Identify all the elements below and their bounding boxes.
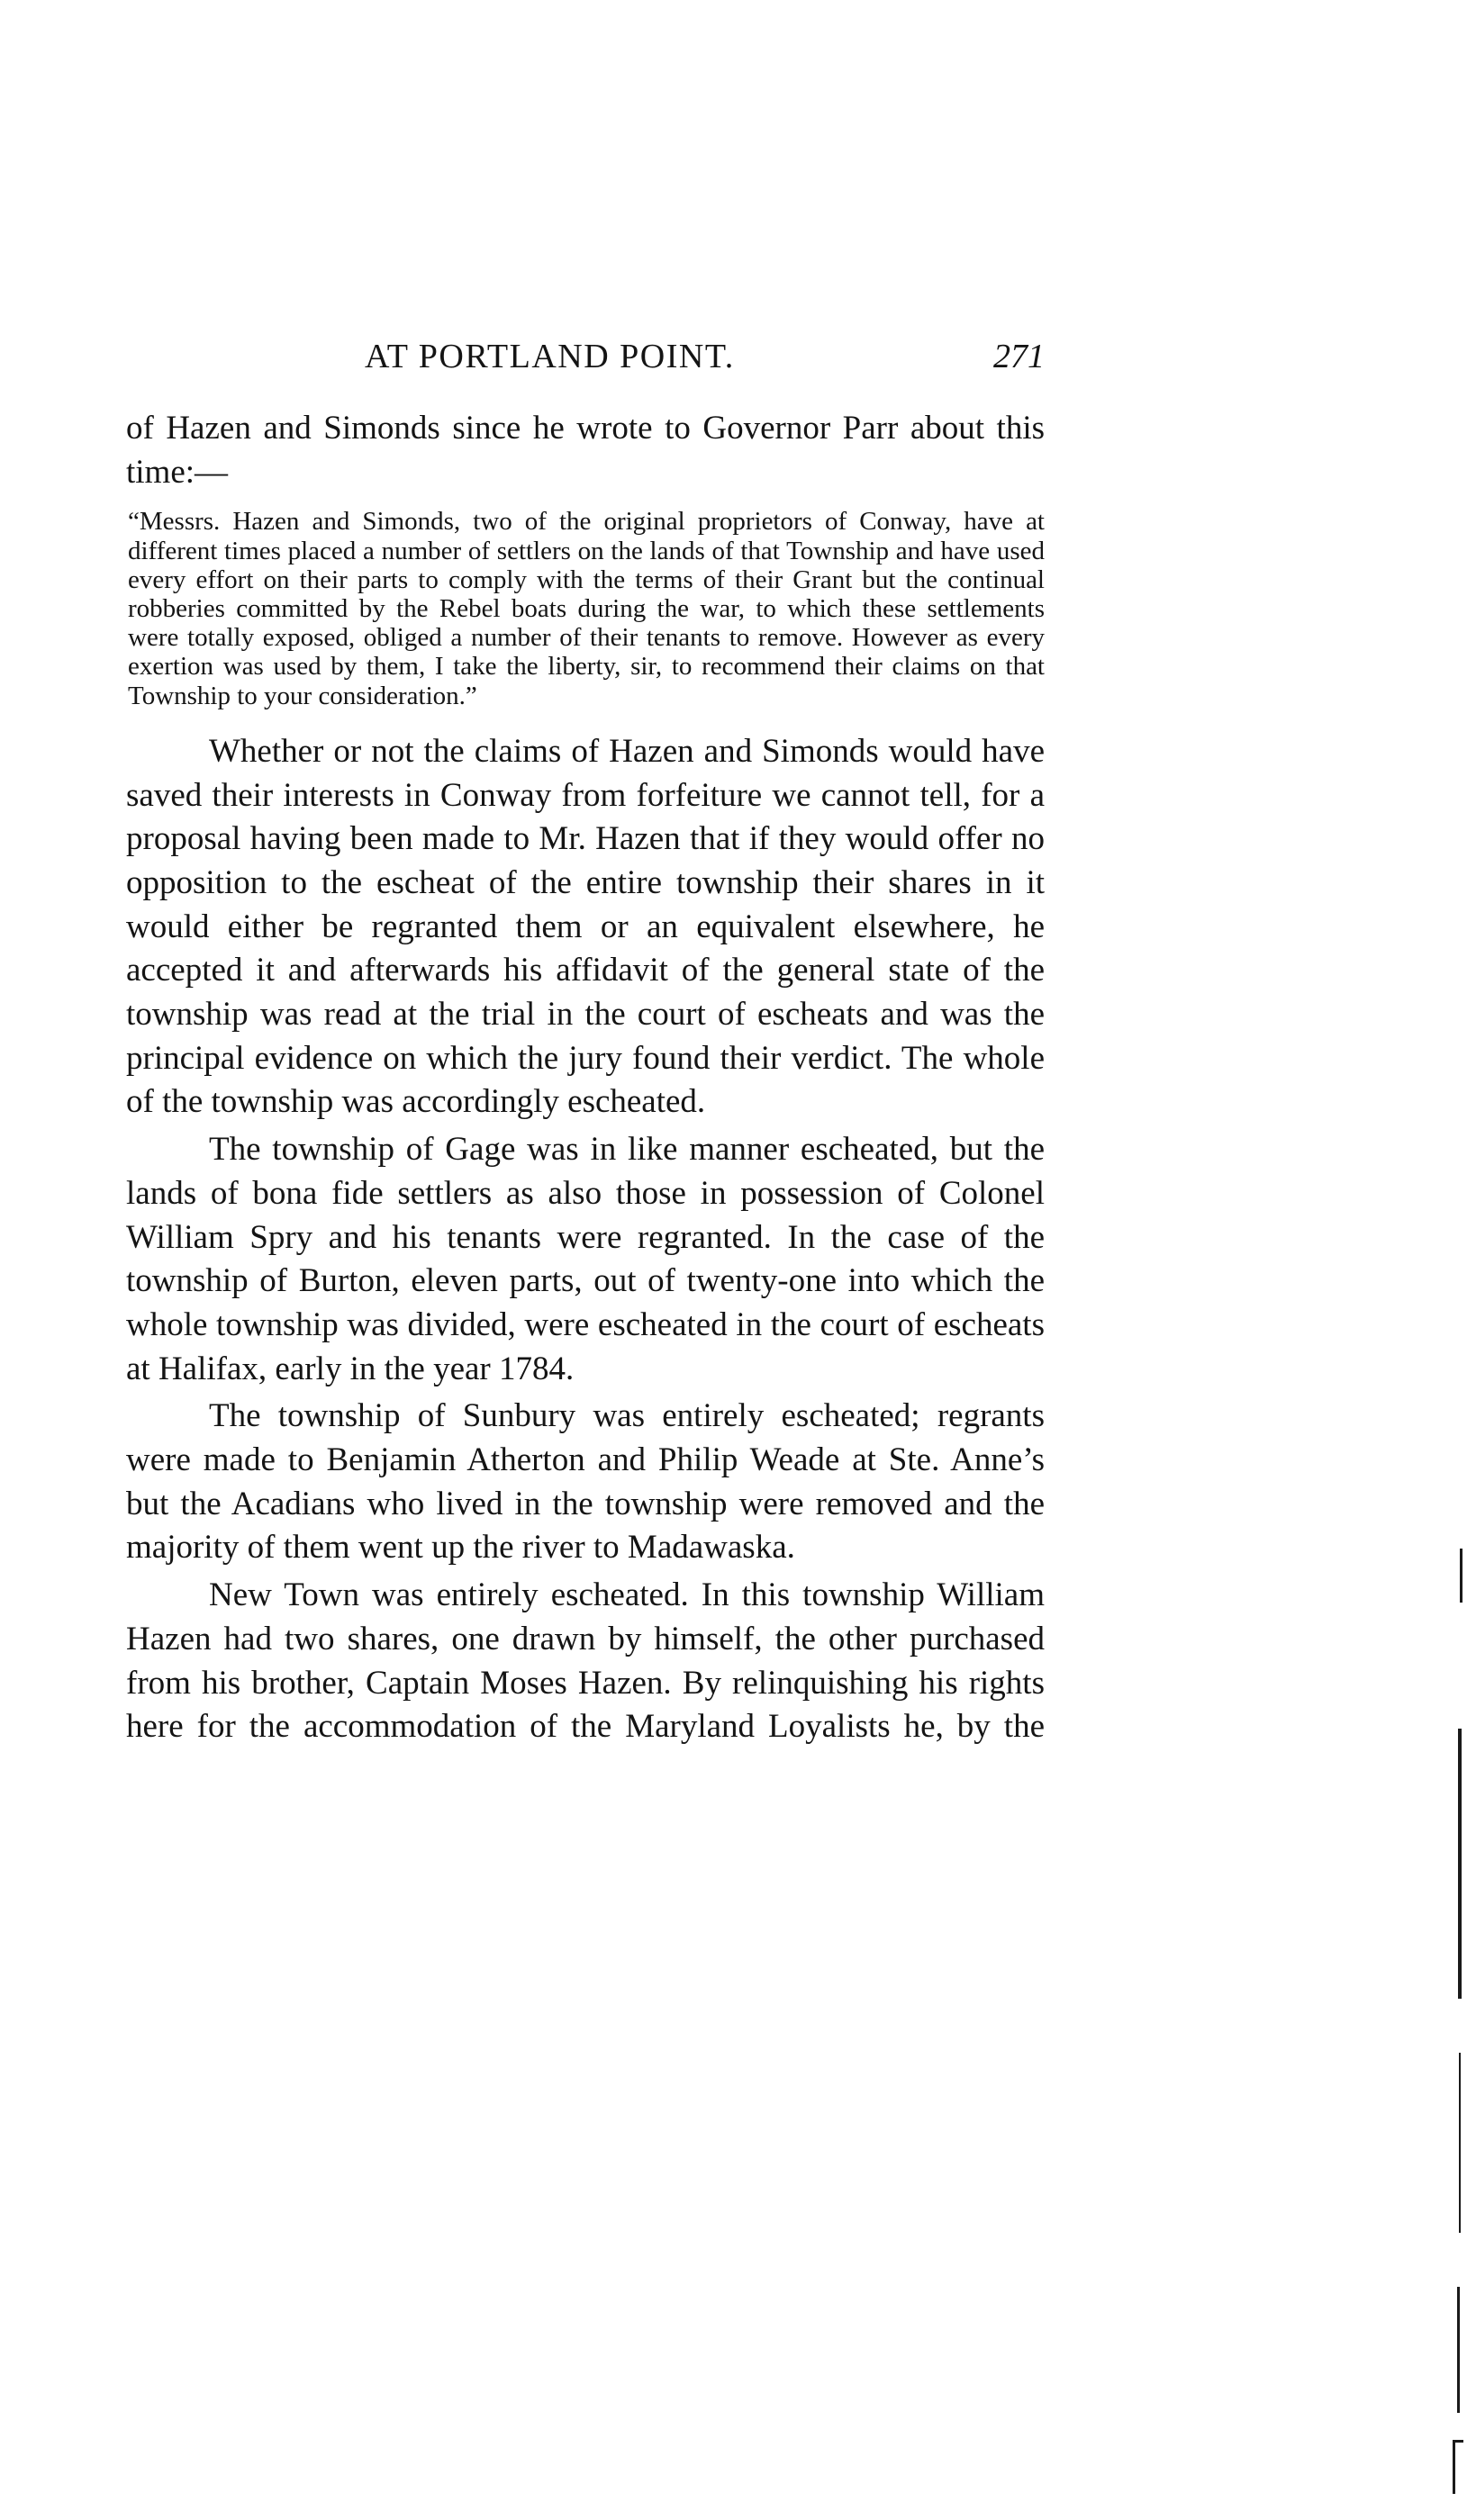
paragraph-gage-burton: The township of Gage was in like manner escheated, but the lands of bona fide settlers as also those in possession of Colonel William Spry and his tenants were regranted. In the case of the township of Burton, eleven parts, out of twenty-one into which the whole township was divided, were escheated in the court of escheats at Halifax, early in the year 1784. — [126, 1131, 1045, 1387]
opening-paragraph: of Hazen and Simonds since he wrote to Governor Parr about this time:— — [126, 410, 1045, 491]
paragraph-conway: Whether or not the claims of Hazen and Simonds would have saved their interests in Conway from forfeiture we cannot tell, for a proposal having been made to Mr. Hazen that if they would offer no opposition to the escheat of the entire township their shares in it would either be regranted them or an equivalent elsewhere, he accepted it and afterwards his affidavit of the general state of the township was read at the trial in the court of escheats and was the principal evidence on which the jury found their verdict. The whole of the township was accordingly escheated. — [126, 732, 1045, 1121]
running-head: AT PORTLAND POINT. — [365, 338, 735, 375]
paragraph-sunbury: The township of Sunbury was entirely escheated; regrants were made to Benjamin Atherton and Philip Weade at Ste. Anne’s but the Acadians who lived in the township were removed and the majority of them went up the river to Madawaska. — [126, 1397, 1045, 1567]
body-text — [126, 407, 1045, 1749]
paragraph-new-town: New Town was entirely escheated. In this township William Hazen had two shares, one drawn by himself, the other purchased from his brother, Captain Moses Hazen. By relinquishing his rights here for the accommodation of the Maryland Loyalists he, by the — [126, 1576, 1045, 1746]
scan-edge-artifact — [1449, 1549, 1467, 2503]
page-number: 271 — [993, 338, 1045, 375]
block-quotation: “Messrs. Hazen and Simonds, two of the original proprietors of Conway, have at different times placed a number of settlers on the lands of that Township and have used every effort on their parts to comply with the terms of their Grant but the continual robberies committed by the Rebel boats during the war, to which these settlements were totally exposed, obliged a number of their tenants to remove. However as every exertion was used by them, I take the liberty, sir, to recommend their claims on that Township to your consideration.” — [128, 507, 1045, 710]
page-header — [126, 330, 1045, 384]
